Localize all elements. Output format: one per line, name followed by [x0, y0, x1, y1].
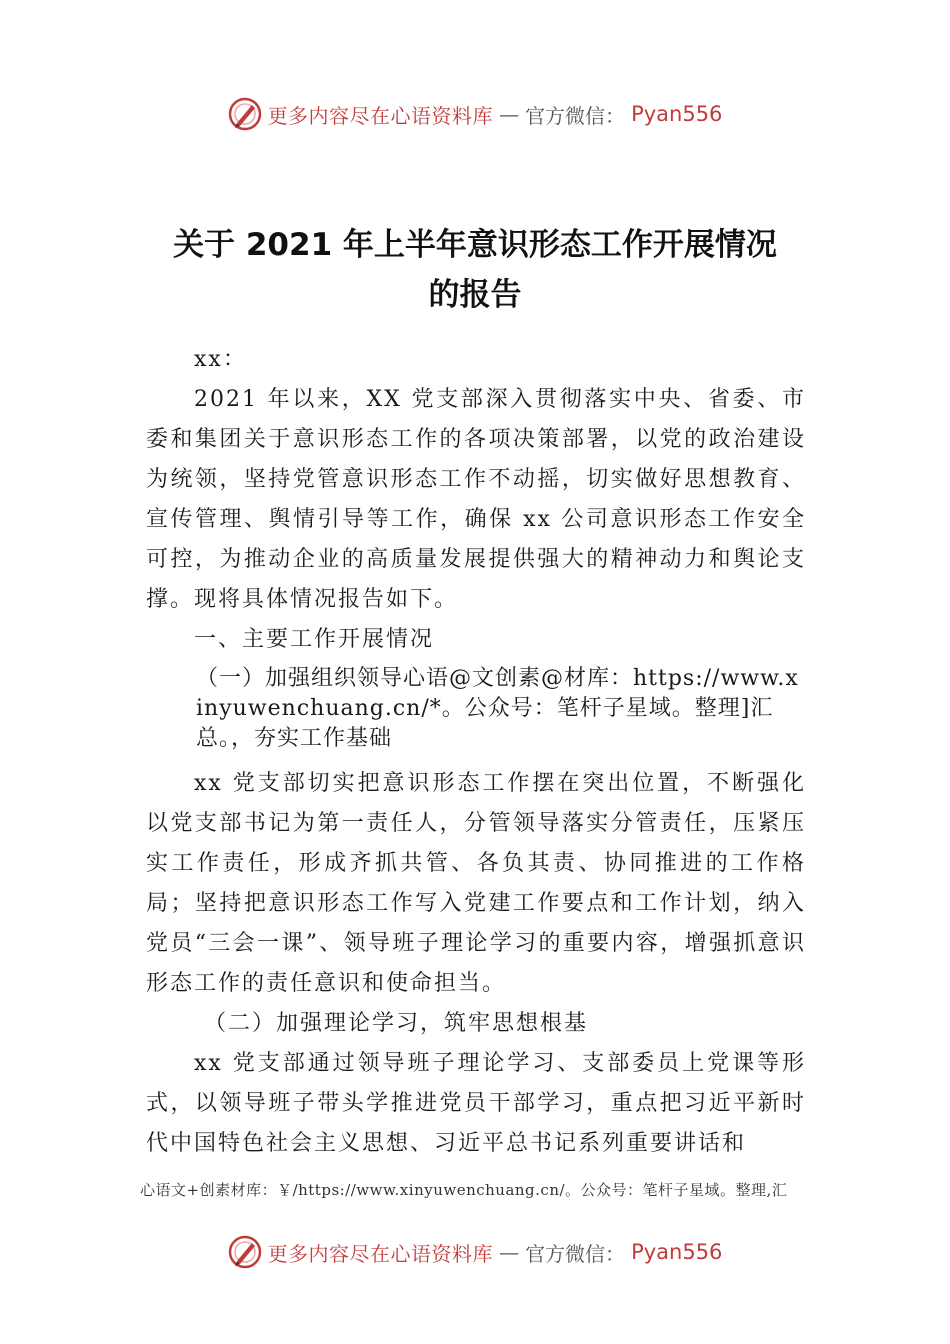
top-banner — [0, 94, 950, 134]
banner-site-name: 更多内容尽在心语资料库 — [267, 103, 494, 128]
intro-paragraph: 2021 年以来，XX 党支部深入贯彻落实中央、省委、市委和集团关于意识形态工作的各项决策部署，以党的政治建设为统领，坚持党管意识形态工作不动摇，切实做好思想教育、宣传管理、舆情引导等工作，确保 xx 公司意识形态工作安全可控，为推动企业的高质量发展提供强大的精神动力和舆论支撑。现将具体情况报告如下。 — [146, 387, 806, 612]
salutation: xx： — [194, 347, 247, 372]
subsection-2-heading: （二）加强理论学习，筑牢思想根基 — [204, 1011, 589, 1036]
pen-logo-icon — [228, 1235, 262, 1269]
banner-separator: — — [499, 1240, 520, 1264]
section-1-heading: 一、主要工作开展情况 — [194, 627, 435, 652]
banner-wechat-id: Pyan556 — [631, 1240, 723, 1264]
subsection-1-body: xx 党支部切实把意识形态工作摆在突出位置，不断强化以党支部书记为第一责任人，分管领导落实分管责任，压紧压实工作责任，形成齐抓共管、各负其责、协同推进的工作格局；坚持把意识形态工作写入党建工作要点和工作计划，纳入党员“三会一课”、领导班子理论学习的重要内容，增强抓意识形态工作的责任意识和使命担当。 — [146, 771, 806, 996]
banner-separator: — — [499, 102, 520, 126]
banner-site-name: 更多内容尽在心语资料库 — [267, 1241, 494, 1266]
subsection-1-heading: （一）加强组织领导心语@文创素@材库：https://www.xinyuwenchuang.cn/*。公众号：笔杆子星域。整理]汇总。，夯实工作基础 — [196, 666, 799, 751]
title-line-1: 关于 2021 年上半年意识形态工作开展情况 — [173, 227, 777, 263]
subsection-2-body: xx 党支部通过领导班子理论学习、支部委员上党课等形式，以领导班子带头学推进党员干部学习，重点把习近平新时代中国特色社会主义思想、习近平总书记系列重要讲话和 — [146, 1051, 806, 1156]
banner-wechat-id: Pyan556 — [631, 102, 723, 126]
banner-wechat-label: 官方微信： — [525, 1241, 626, 1266]
banner-wechat-label: 官方微信： — [525, 103, 626, 128]
title-line-2: 的报告 — [428, 277, 522, 313]
footer-watermark-note: 心语文+创素材库：￥/https://www.xinyuwenchuang.cn/。公众号：笔杆子星域。整理,汇 — [140, 1181, 788, 1199]
document-title — [0, 220, 950, 320]
bottom-banner — [0, 1232, 950, 1272]
document-body — [146, 340, 806, 1164]
pen-logo-icon — [228, 97, 262, 131]
